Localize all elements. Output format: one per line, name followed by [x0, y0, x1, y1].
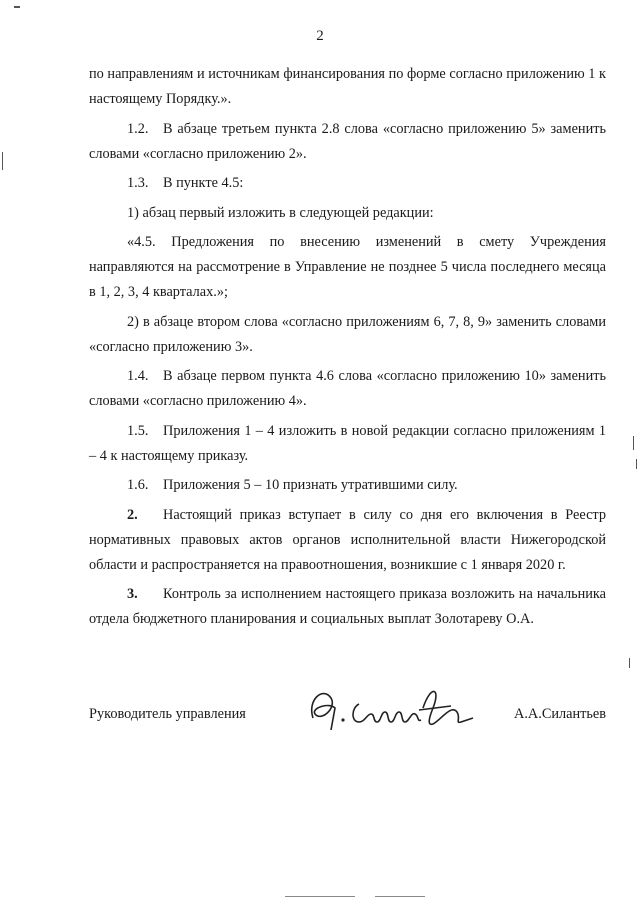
item-number: 1.2.: [127, 120, 149, 137]
paragraph-1-3: [89, 171, 606, 196]
paragraph-text: Настоящий приказ вступает в силу со дня его включения в Реестр нормативных правовых актов органов исполнительной власти Нижегородской области и распространяется на правоотношения, возникшие с 1 января 2020 г.: [89, 506, 606, 573]
scan-artifact-right-edge-2: [636, 459, 637, 469]
paragraph-1-6: [89, 473, 606, 498]
handwritten-signature: [301, 678, 481, 738]
paragraph-text: В абзаце третьем пункта 2.8 слова «согласно приложению 5» заменить словами «согласно приложению 2».: [89, 120, 606, 162]
paragraph-3: [89, 582, 606, 632]
paragraph-text: В абзаце первом пункта 4.6 слова «согласно приложению 10» заменить словами «согласно приложению 4».: [89, 368, 606, 409]
signatory-title: Руководитель управления: [89, 706, 246, 722]
document-body: [89, 62, 606, 637]
page-number: 2: [316, 28, 324, 44]
paragraph-1-5: [89, 419, 606, 469]
scan-artifact-bottom-2: [375, 896, 425, 897]
paragraph-1-2: [89, 117, 606, 167]
item-number: 1.3.: [127, 175, 149, 191]
item-number: 2.: [127, 506, 138, 523]
paragraph-text: В пункте 4.5:: [163, 175, 244, 191]
paragraph-sub-1: 1) абзац первый изложить в следующей редакции:: [127, 204, 434, 221]
paragraph-text: Приложения 1 – 4 изложить в новой редакции согласно приложениям 1 – 4 к настоящему приказу.: [89, 422, 606, 464]
item-number: 3.: [127, 586, 138, 602]
paragraph-2: [89, 503, 606, 578]
scan-artifact-right-edge-1: [633, 436, 634, 450]
scan-artifact-left-edge: [2, 152, 3, 170]
paragraph-sub-2: 2) в абзаце втором слова «согласно приложениям 6, 7, 8, 9» заменить словами «согласно приложению 3».: [89, 313, 606, 355]
signature-block: [89, 706, 606, 736]
item-number: 1.6.: [127, 477, 149, 493]
paragraph-text: Приложения 5 – 10 признать утратившими силу.: [163, 477, 458, 493]
item-number: 1.5.: [127, 422, 149, 439]
paragraph-continuation: по направлениям и источникам финансирования по форме согласно приложению 1 к настоящему Порядку.».: [89, 66, 606, 107]
scan-artifact-top-left: [14, 6, 20, 8]
scan-artifact-bottom: [285, 896, 355, 897]
paragraph-1-4: [89, 364, 606, 414]
scan-artifact-right-edge-3: [629, 658, 630, 668]
item-number: 1.4.: [127, 368, 149, 384]
paragraph-quote-4-5: «4.5. Предложения по внесению изменений в смету Учреждения направляются на рассмотрение в Управление не позднее 5 числа последнего месяца в 1, 2, 3, 4 кварталах.»;: [89, 234, 606, 300]
paragraph-text: Контроль за исполнением настоящего приказа возложить на начальника отдела бюджетного планирования и социальных выплат Золотареву О.А.: [89, 586, 606, 627]
signatory-name: А.А.Силантьев: [514, 706, 606, 722]
